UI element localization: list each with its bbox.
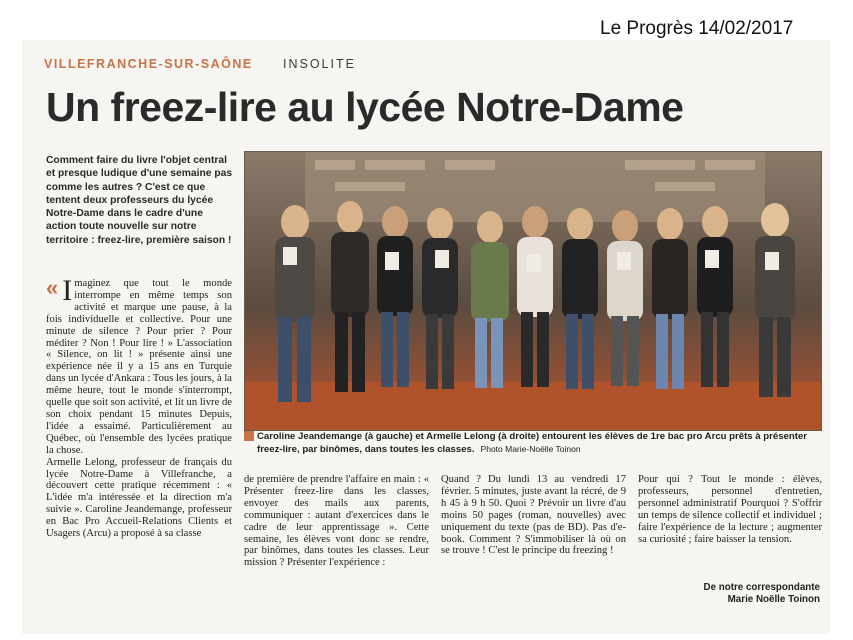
photo-illustration [245,152,821,430]
caption-marker [244,431,254,441]
byline-name: Marie Noëlle Toinon [727,594,820,605]
paragraph: Armelle Lelong, professeur de français du lycée Notre-Dame à Villefranche, a découvert cette pratique récemment : « L'idée m'a intéressée et la direction m'a suivie ». Caroline Jeandemange, professeur en Bac Pro Accueil-Relations Clients et Usagers (Arcu) a proposé à sa classe [46,456,232,540]
paragraph: de première de prendre l'affaire en main : « Présenter freez-lire dans les classes, envoyer des mails aux parents, communiquer : autant d'exercices dans le cadre de leur apprentissage ». Cette semaine, les élèves vont donc se rendre, par binômes, dans toutes les classes. Leur mission ? Présenter l'expérience : [244,474,429,569]
group-photo [244,151,822,431]
article-column-3 [441,474,626,557]
article-column-1 [46,274,232,540]
paragraph: Quand ? Du lundi 13 au vendredi 17 février. 5 minutes, juste avant la récré, de 9 h 45 à 9 h 50. Quoi ? Prévoir un livre d'au moins 50 pages (roman, nouvelles) avec uniquement du texte (pas de BD). Pas d'e-book. Comment ? S'immobiliser là où on se trouve ! C'est le principe du freezing ! [441,474,626,557]
drop-cap: I [62,274,73,307]
paragraph: Pour qui ? Tout le monde : élèves, professeurs, personnel d'entretien, personnel administratif Pourquoi ? S'offrir un temps de silence collectif et individuel ; faire l'expérience de la lecture ; augmenter sa curiosité ; faire baisser la tension. [638,474,822,545]
opening-quote-mark: « [46,275,59,300]
photo-caption [257,431,823,456]
paragraph: maginez que tout le monde interrompe en même temps son activité et marque une pause, à la fois individuelle et collective. Pour une minute de silence ? Pour prier ? Pour méditer ? Non ! Pour lire ! » L'association « Silence, on lit ! » présente ainsi une expérience née il y a 15 ans en Turquie dans un lycée d'Ankara : Tous les jours, à la même heure, tout le monde s'interrompt, quelle que soit son activité, et lit un livre de son choix pendant 15 minutes Depuis, l'idée a essaimé. Particulièrement au Québec, où l'ensemble des lycées pratique la chose. [46,278,232,456]
article-column-4 [638,474,822,545]
byline [640,582,820,606]
caption-text: Caroline Jeandemange (à gauche) et Armelle Lelong (à droite) entourent les élèves de 1re bac pro Arcu prêts à présenter freez-lire, par binômes, dans toutes les classes. [257,431,808,455]
headline: Un freez-lire au lycée Notre-Dame [46,84,684,130]
article-column-2 [244,474,429,569]
kicker-category: INSOLITE [283,57,356,71]
source-date: Le Progrès 14/02/2017 [600,18,794,39]
article-lead: Comment faire du livre l'objet central et presque ludique d'une semaine pas comme les autres ? C'est ce que tentent deux professeurs du lycée Notre-Dame dans le cadre d'une action toute nouvelle sur notre territoire : freez-lire, première saison ! [46,155,233,246]
kicker-city: VILLEFRANCHE-SUR-SAÔNE [44,57,253,71]
byline-role: De notre correspondante [703,582,820,593]
photo-credit: Photo Marie-Noëlle Toinon [480,444,581,454]
